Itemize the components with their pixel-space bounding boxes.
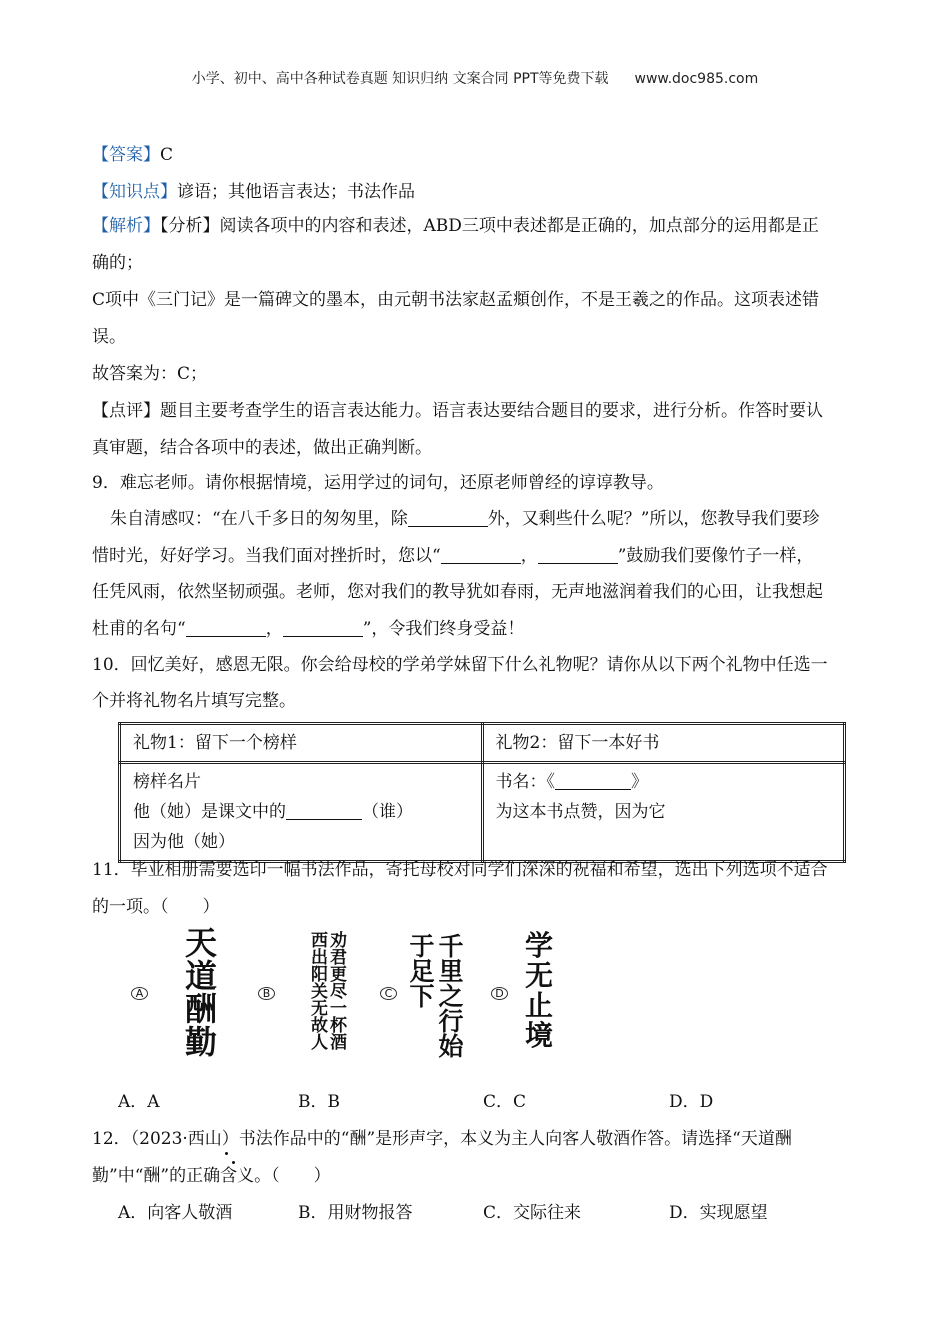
gift-table (118, 722, 846, 863)
gift2-row-1 (496, 767, 832, 797)
comment-line-1 (92, 399, 872, 423)
calligraphy-text-c: 千里之行始于足下 (406, 933, 464, 1058)
q9-p2a: 惜时光，好好学习。当我们面对挫折时，您以“ (92, 546, 441, 566)
q9-p4c: ”，令我们终身受益！ (362, 619, 525, 639)
emphasis-dot (225, 1152, 228, 1155)
gift2-l1b: 》 (631, 772, 648, 792)
q9-para-2 (92, 544, 872, 568)
blank-1[interactable] (408, 508, 488, 527)
calligraphy-text-d: 学无止境 (525, 929, 554, 1052)
analysis-line-3: C项中《三门记》是一篇碑文的墨本，由元朝书法家赵孟頫创作，不是王羲之的作品。这项表述错 (92, 290, 820, 310)
q9-para-1 (110, 507, 890, 531)
gift2-l1a: 书名：《 (495, 772, 555, 792)
header-url[interactable]: www.doc985.com (634, 71, 759, 87)
image-label-a: A (131, 987, 148, 1000)
answer-line (92, 143, 872, 167)
gift1-title: 榜样名片 (133, 772, 201, 792)
knowledge-value: 谚语；其他语言表达；书法作品 (177, 182, 415, 202)
q9-p4b: ， (265, 619, 283, 639)
calligraphy-image-b (280, 925, 360, 1063)
calligraphy-text-b: 劝君更尽一杯酒西出阳关无故人 (307, 931, 346, 1050)
analysis-line-1 (92, 214, 872, 238)
gift1-l3: 因为他（她） (133, 832, 235, 852)
analysis-tag: 【解析】 (92, 216, 160, 236)
q9-p2c: ”鼓励我们要像竹子一样， (617, 546, 814, 566)
gift2-l2: 为这本书点赞，因为它 (495, 802, 666, 822)
q11-option-a[interactable]: A．A (118, 1092, 160, 1112)
page-header (0, 68, 950, 88)
q9-title: 9．难忘老师。请你根据情境，运用学过的词句，还原老师曾经的谆谆教导。 (92, 473, 664, 493)
q11-line-2: 的一项。（ ） (92, 897, 220, 917)
q9-para-3: 任凭风雨，依然坚韧顽强。老师，您对我们的教导犹如春雨，无声地滋润着我们的心田，让我想起 (92, 582, 823, 602)
q11-option-c[interactable]: C．C (483, 1092, 527, 1112)
calligraphy-image-a (155, 925, 230, 1063)
q12-option-a[interactable]: A．向客人敬酒 (118, 1203, 233, 1223)
q10-line-2: 个并将礼物名片填写完整。 (92, 691, 296, 711)
q9-p1b: 外，又剩些什么呢？”所以，您教导我们要珍 (487, 509, 820, 529)
gift1-header: 礼物1：留下一个榜样 (120, 724, 483, 763)
q12-option-d[interactable]: D．实现愿望 (669, 1203, 768, 1223)
header-text: 小学、初中、高中各种试卷真题 知识归纳 文案合同 PPT等免费下载 (191, 71, 609, 87)
q11-option-d[interactable]: D．D (669, 1092, 714, 1112)
image-label-b: B (258, 987, 275, 1000)
q12-option-b[interactable]: B．用财物报答 (298, 1203, 413, 1223)
image-label-d: D (491, 987, 508, 1000)
blank-gift2[interactable] (555, 771, 631, 790)
q12-line-1: 12．（2023·西山）书法作品中的“酬”是形声字，本义为主人向客人敬酒作答。请选择“天道酬 (92, 1129, 792, 1149)
blank-5[interactable] (283, 618, 363, 637)
q9-p2b: ， (520, 546, 538, 566)
q12-line-2: 勤”中“酬”的正确含义。（ ） (92, 1166, 331, 1186)
q9-para-4 (92, 617, 872, 641)
blank-2[interactable] (441, 545, 521, 564)
q9-p1a: 朱自清感叹：“在八千多日的匆匆里，除 (110, 509, 408, 529)
q11-option-b[interactable]: B．B (298, 1092, 340, 1112)
gift2-card (482, 763, 845, 862)
analysis-line-4: 误。 (92, 327, 126, 347)
q11-line-1: 11．毕业相册需要选印一幅书法作品，寄托母校对同学们深深的祝福和希望，选出下列选项不适合 (92, 860, 828, 880)
gift2-header: 礼物2：留下一本好书 (482, 724, 845, 763)
calligraphy-image-d (515, 925, 575, 1063)
q10-line-1: 10．回忆美好，感恩无限。你会给母校的学弟学妹留下什么礼物呢？请你从以下两个礼物中任选一 (92, 655, 828, 675)
blank-gift1[interactable] (286, 801, 362, 820)
comment-text-1: 【点评】题目主要考查学生的语言表达能力。语言表达要结合题目的要求，进行分析。作答时要认 (92, 401, 823, 421)
calligraphy-image-c (402, 925, 472, 1063)
gift1-l2a: 他（她）是课文中的 (133, 802, 286, 822)
knowledge-line (92, 180, 872, 204)
knowledge-tag: 【知识点】 (92, 182, 177, 202)
blank-3[interactable] (538, 545, 618, 564)
calligraphy-text-a: 天道酬勤 (185, 924, 218, 1061)
analysis-line-2: 确的； (92, 253, 143, 273)
q12-option-c[interactable]: C．交际往来 (483, 1203, 582, 1223)
gift1-row-2 (133, 797, 469, 827)
analysis-line-5: 故答案为：C； (92, 364, 208, 384)
blank-4[interactable] (186, 618, 266, 637)
gift1-l2b: （谁） (362, 802, 413, 822)
q9-p4a: 杜甫的名句“ (92, 619, 186, 639)
answer-tag: 【答案】 (92, 145, 160, 165)
comment-line-2: 真审题，结合各项中的表述，做出正确判断。 (92, 438, 432, 458)
gift1-card (120, 763, 483, 862)
image-label-c: C (380, 987, 397, 1000)
answer-value: C (160, 145, 174, 165)
analysis-text-1: 【分析】阅读各项中的内容和表述，ABD三项中表述都是正确的，加点部分的运用都是正 (160, 216, 819, 236)
